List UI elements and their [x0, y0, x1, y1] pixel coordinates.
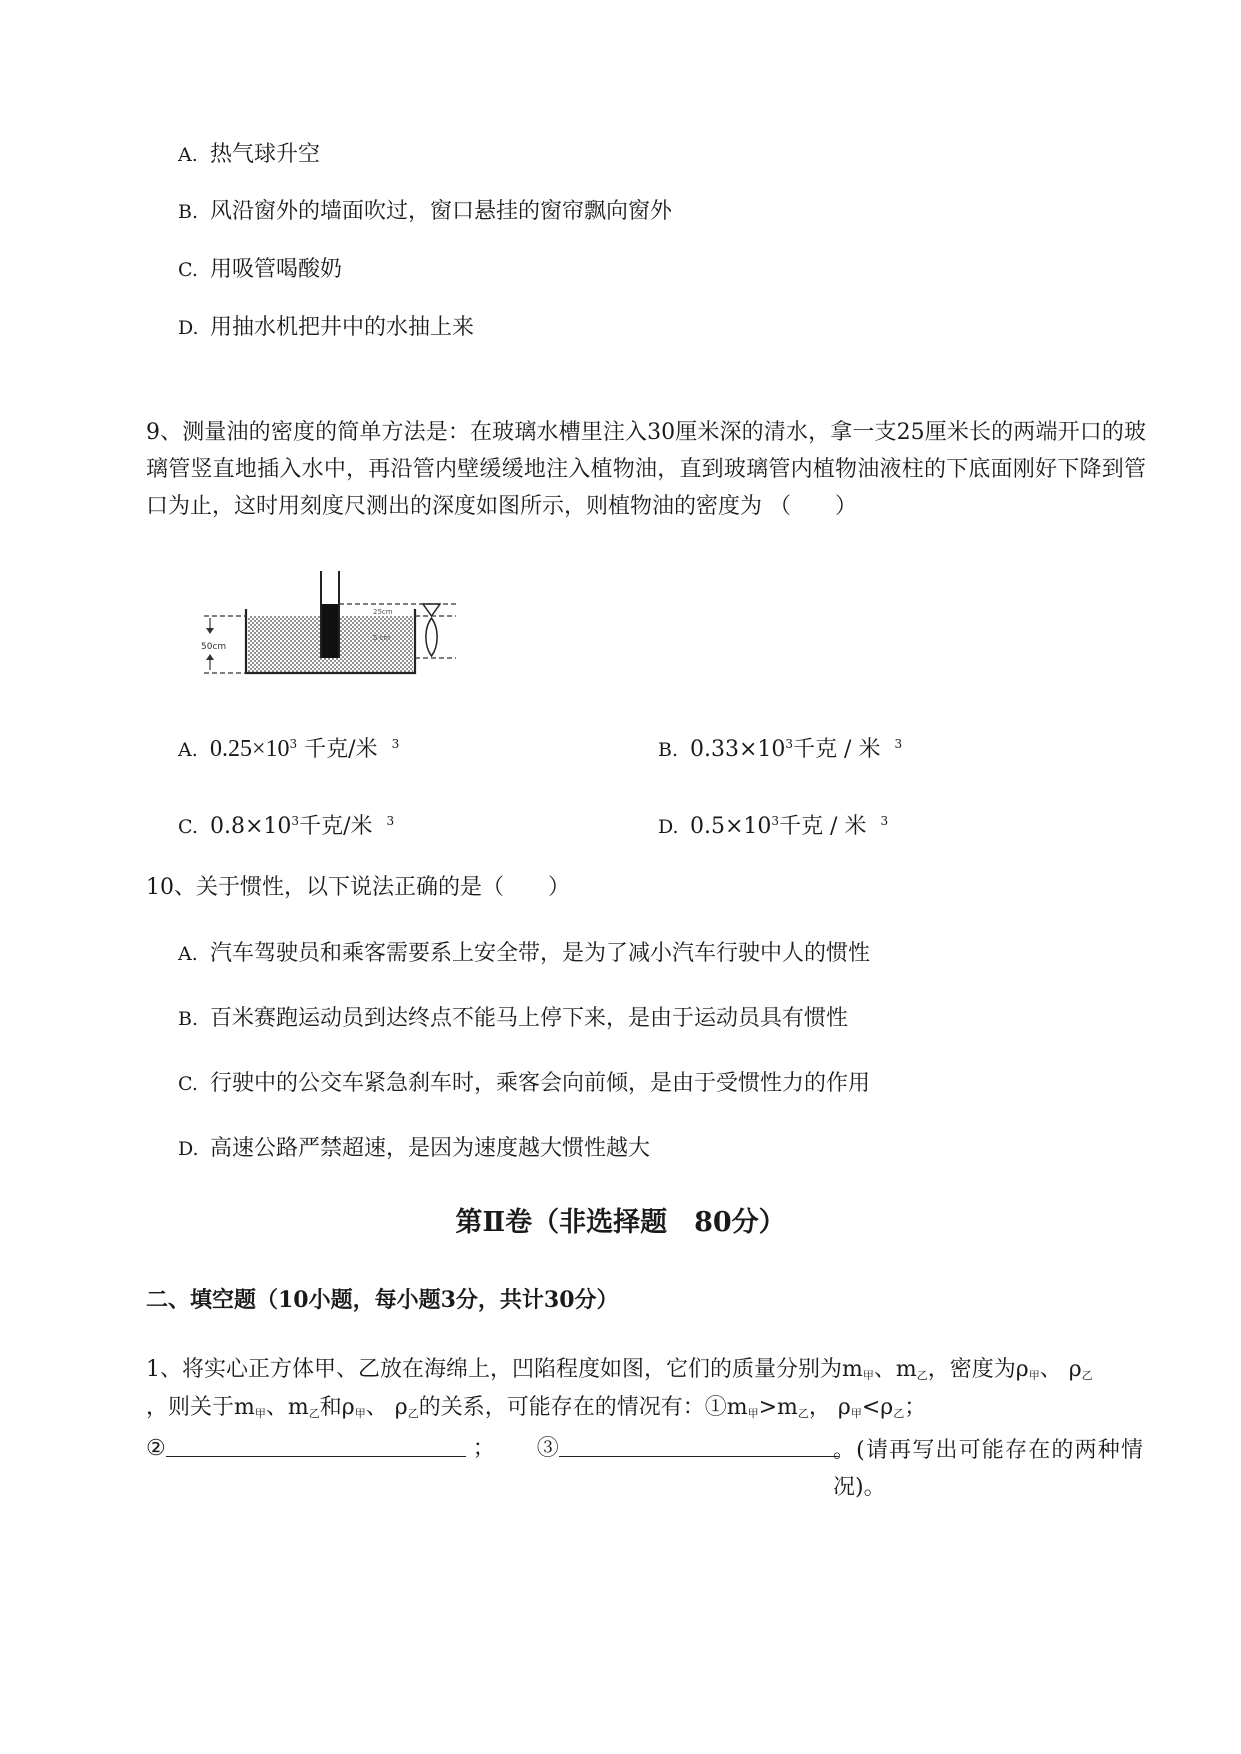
oil-column — [321, 604, 339, 658]
label-25cm: 25cm — [373, 608, 393, 616]
q8-option-a: A. 热气球升空 — [178, 142, 321, 167]
fill1-line2: ，则关于$m_甲$、$m_乙$和$\rho_甲$、 $\rho_乙$的关系，可能存在的情况有：$①m_甲>m_乙$， $\rho_甲<\rho_乙$； — [146, 1395, 927, 1420]
fill1-tail: 。(请再写出可能存在的两种情况)。 — [833, 1438, 1143, 1500]
q10-option-a: A. 汽车驾驶员和乘客需要系上安全带，是为了减小汽车行驶中人的惯性 — [178, 941, 871, 966]
fill1-line3: ② ； ③ — [146, 1432, 839, 1464]
q10-option-d: D. 高速公路严禁超速，是因为速度越大惯性越大 — [178, 1136, 651, 1161]
q9-option-a: A. $0.25\times 10^3$ 千克/米 $^3$ — [178, 736, 400, 762]
q9-option-b: B. $0.33\times 10^3$千克 / 米 $^3$ — [658, 737, 903, 762]
answer-blank-3[interactable] — [559, 1432, 839, 1457]
q10-option-b: B. 百米赛跑运动员到达终点不能马上停下来，是由于运动员具有惯性 — [178, 1006, 849, 1031]
q8-option-d: D. 用抽水机把井中的水抽上来 — [178, 315, 475, 340]
q8-option-c: C. 用吸管喝酸奶 — [178, 257, 343, 282]
fill1-line1: 1、将实心正方体甲、乙放在海绵上，凹陷程度如图，它们的质量分别为$m_甲$、$m_乙$，密度为$\rho_甲$、 $\rho_乙$ — [146, 1357, 1093, 1382]
answer-blank-2[interactable] — [166, 1432, 466, 1457]
part2-title: 第Ⅱ卷（非选择题 80分） — [455, 1207, 786, 1238]
q10-option-c: C. 行驶中的公交车紧急刹车时，乘客会向前倾，是由于受惯性力的作用 — [178, 1071, 871, 1096]
q8-option-b: B. 风沿窗外的墙面吹过，窗口悬挂的窗帘飘向窗外 — [178, 199, 673, 224]
q9-oil-tube-diagram — [196, 566, 486, 686]
label-50cm: 50cm — [201, 642, 227, 652]
q9-option-c: C. $0.8\times 10^3$千克/米 $^3$ — [178, 814, 395, 839]
q9-question-text: 9、测量油的密度的简单方法是：在玻璃水槽里注入30厘米深的清水，拿一支25厘米长的两端开口的玻璃管竖直地插入水中，再沿管内壁缓缓地注入植物油，直到玻璃管内植物油液柱的下底面刚好下降到管口为止，这时用刻度尺测出的深度如图所示，则植物油的密度为 （ ） — [146, 420, 1146, 519]
label-5cm: 5 cm — [373, 634, 391, 642]
q10-question-text: 10、关于惯性，以下说法正确的是（ ） — [146, 875, 570, 900]
section2-title: 二、填空题（10小题，每小题3分，共计30分） — [146, 1287, 619, 1313]
q9-option-d: D. $0.5\times 10^3$千克 / 米 $^3$ — [658, 814, 889, 839]
